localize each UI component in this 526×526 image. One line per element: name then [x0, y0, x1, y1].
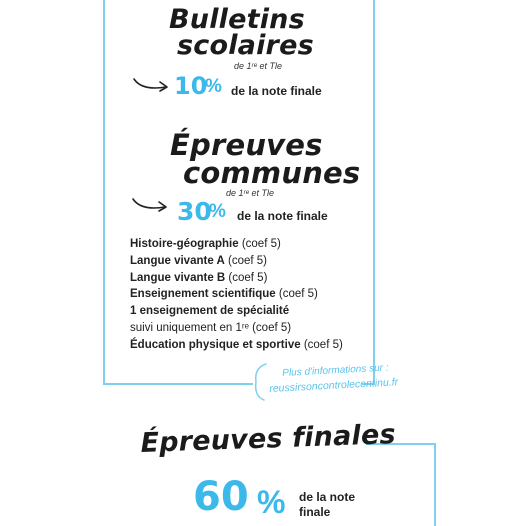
- bracket-icon: [250, 362, 268, 402]
- subjects-list: [130, 236, 343, 354]
- info-link[interactable]: reussirsoncontrolecontinu.fr: [269, 376, 399, 395]
- section3-percent-sign: %: [257, 484, 286, 520]
- list-item: Enseignement scientifique (coef 5): [130, 288, 318, 301]
- list-item: Éducation physique et sportive (coef 5): [130, 338, 343, 351]
- section3-percent: 60: [193, 474, 249, 520]
- final-frame-right-line: [434, 443, 436, 526]
- section1-percent: 10: [174, 72, 208, 100]
- arrow-icon: [131, 196, 169, 214]
- section1-percent-label: de la note finale: [231, 84, 322, 98]
- section3-percent-label-line2: finale: [299, 505, 331, 519]
- section1-title-line1: Bulletins: [169, 4, 305, 35]
- section1-percent-sign: %: [205, 76, 222, 97]
- section2-percent-label: de la note finale: [237, 209, 328, 223]
- section2-sub: de 1ʳᵉ et Tle: [226, 188, 274, 198]
- section3-title: Épreuves finales: [140, 419, 397, 459]
- list-item: 1 enseignement de spécialité: [130, 305, 290, 318]
- list-item: Histoire-géographie (coef 5): [130, 238, 281, 250]
- section2-percent: 30: [177, 197, 212, 226]
- section1-title-line2: scolaires: [177, 30, 314, 61]
- section1-sub: de 1ʳᵉ et Tle: [234, 61, 282, 71]
- section2-title-line2: communes: [183, 156, 361, 190]
- list-item: suivi uniquement en 1ʳᵉ (coef 5): [130, 321, 292, 334]
- frame-left-line: [103, 0, 105, 384]
- list-item: Langue vivante A (coef 5): [130, 254, 267, 267]
- info-line1: Plus d'informations sur :: [282, 362, 389, 379]
- frame-right-line: [373, 0, 375, 384]
- frame-bottom-line-left: [103, 383, 253, 385]
- section2-title-line1: Épreuves: [170, 128, 323, 162]
- section2-percent-sign: %: [209, 201, 226, 222]
- section3-percent-label-line1: de la note: [299, 490, 356, 504]
- arrow-icon: [132, 76, 170, 94]
- list-item: Langue vivante B (coef 5): [130, 271, 268, 284]
